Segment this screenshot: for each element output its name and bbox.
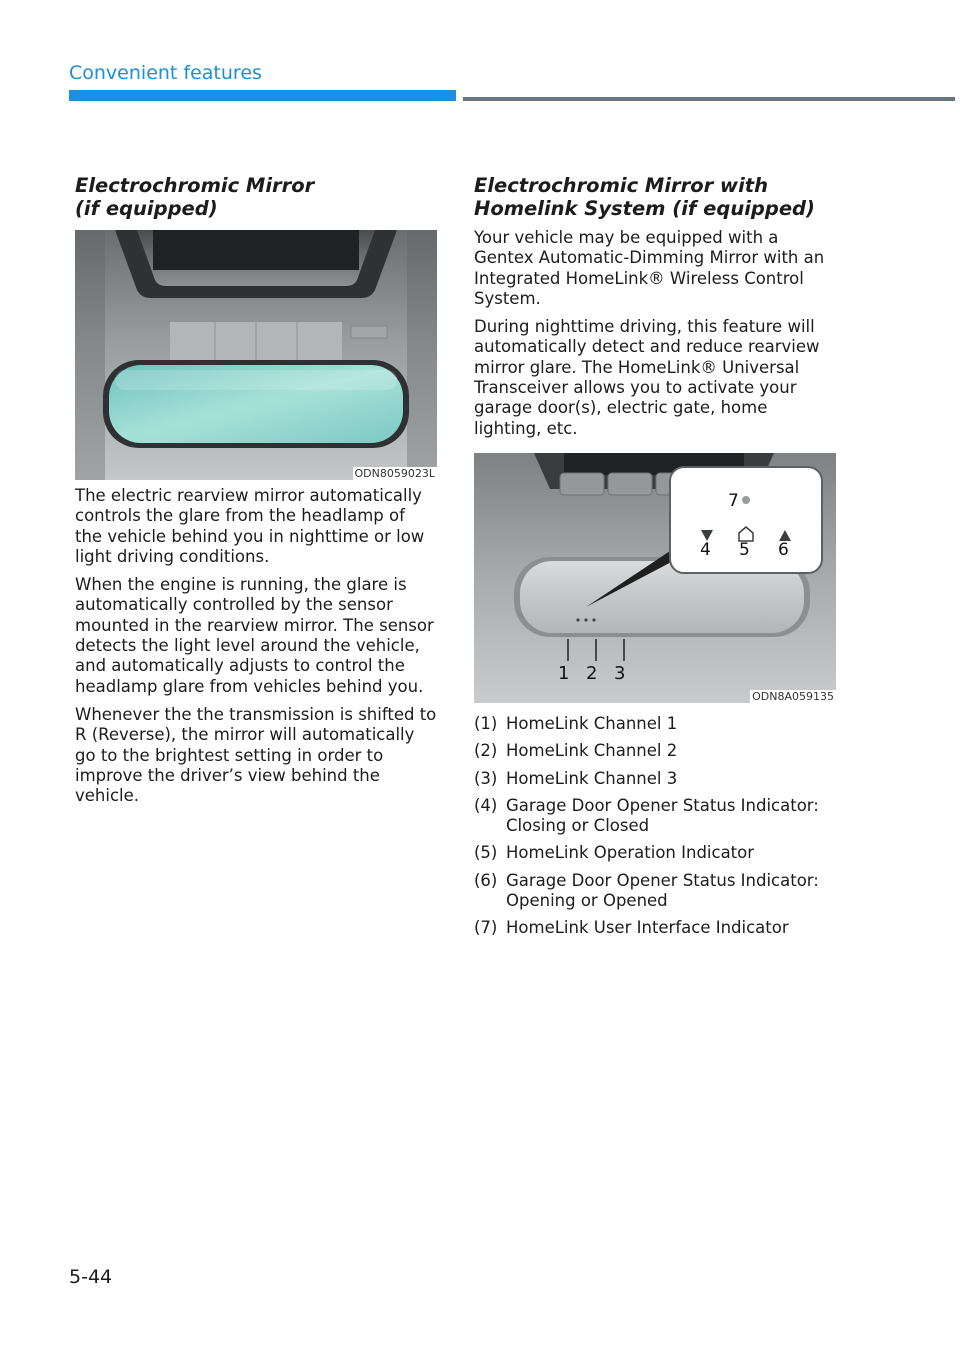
page-number: 5-44 (69, 1266, 113, 1288)
left-paragraph-1: The electric rearview mirror automatically controls the glare from the headlamp of the vehicle behind you in nighttime or low light driving conditions. (75, 486, 425, 566)
left-heading-line1: Electrochromic Mirror (75, 174, 315, 197)
list-item: (4) Garage Door Opener Status Indicator: Closing or Closed (474, 795, 819, 836)
callout-3: 3 (614, 662, 626, 684)
right-paragraph-2: During nighttime driving, this feature will automatically detect and reduce rearview mirror glare. The HomeLink® Universal Transceiver allows you to activate your garage door(s), electric gate, home lighting, etc. (474, 317, 820, 438)
left-column (75, 174, 437, 814)
callout-legend-list (474, 714, 836, 939)
callout-2: 2 (586, 662, 598, 684)
list-item: (5) HomeLink Operation Indicator (474, 843, 755, 863)
right-figure-code: ODN8A059135 (752, 689, 834, 703)
callout-7: 7 (728, 490, 739, 511)
homelink-illustration-art (474, 453, 836, 703)
left-paragraph-2: When the engine is running, the glare is automatically controlled by the sensor mounted in the rearview mirror. The sensor detects the light level around the vehicle, and automatically adjusts to control the headlamp glare from vehicles behind you. (75, 575, 434, 696)
mirror-illustration-art (75, 230, 437, 480)
section-title: Convenient features (69, 62, 262, 84)
left-figure-code: ODN8059023L (354, 467, 435, 480)
list-item: (3) HomeLink Channel 3 (474, 768, 678, 788)
right-column (474, 174, 836, 946)
left-heading (75, 174, 437, 220)
right-heading-line1: Electrochromic Mirror with (474, 174, 768, 197)
header-rule-gray (463, 97, 955, 101)
left-paragraph-3: Whenever the the transmission is shifted to R (Reverse), the mirror will automatically go to the brightest setting in order to improve the driver’s view behind the vehicle. (75, 704, 437, 806)
list-item: (2) HomeLink Channel 2 (474, 741, 678, 761)
mirror-illustration (75, 230, 437, 480)
callout-1: 1 (558, 662, 570, 684)
homelink-illustration (474, 453, 836, 703)
right-heading-line2: Homelink System (if equipped) (474, 197, 815, 220)
list-item: (7) HomeLink User Interface Indicator (474, 918, 789, 938)
callout-4: 4 (700, 539, 711, 560)
right-body (474, 228, 836, 439)
right-heading (474, 174, 836, 220)
list-item: (6) Garage Door Opener Status Indicator: Opening or Opened (474, 870, 819, 911)
left-body (75, 486, 437, 806)
callout-5: 5 (739, 539, 750, 560)
header-rule-blue (69, 90, 456, 101)
callout-6: 6 (778, 539, 789, 560)
right-paragraph-1: Your vehicle may be equipped with a Gentex Automatic-Dimming Mirror with an Integrated HomeLink® Wireless Control System. (474, 228, 825, 308)
list-item: (1) HomeLink Channel 1 (474, 713, 678, 733)
left-heading-line2: (if equipped) (75, 197, 218, 220)
